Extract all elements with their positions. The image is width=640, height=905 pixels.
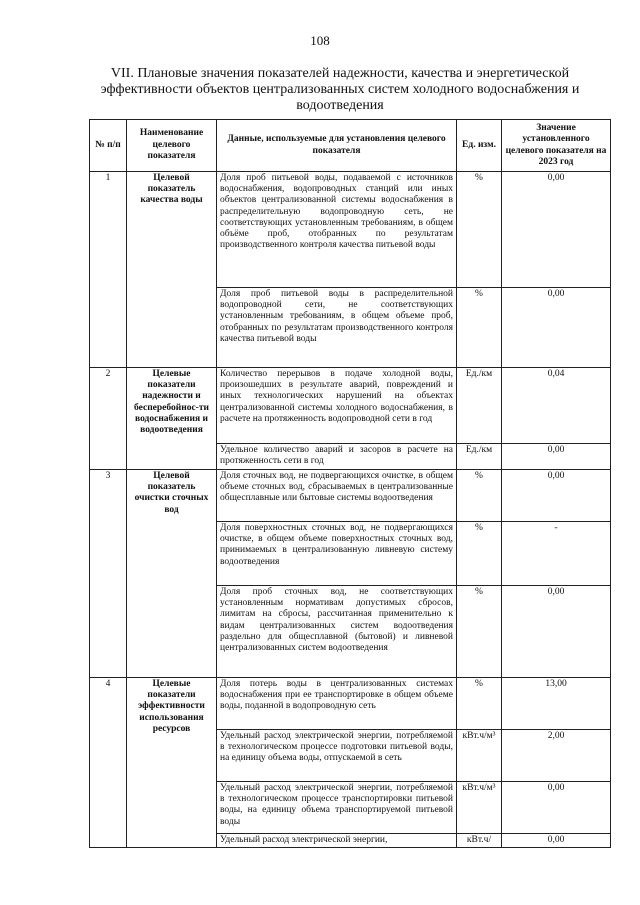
group-name: Целевые показатели надежности и бесперебойнос-ти водоснабжения и водоотведения — [127, 368, 217, 470]
indicator-value: 2,00 — [502, 730, 611, 782]
indicator-value: 0,00 — [502, 586, 611, 678]
indicator-unit: кВт.ч/м³ — [457, 782, 502, 834]
group-num: 4 — [90, 678, 127, 848]
indicator-unit: кВт.ч/м³ — [457, 730, 502, 782]
indicator-unit: % — [457, 522, 502, 586]
indicator-value: - — [502, 522, 611, 586]
indicator-description: Доля проб сточных вод, не соответствующих установленным нормативам допустимых сбросов, лимитам на сбросы, рассчитанная применительно к видам централизованных систем водоотведения раздельно для общесплавной (бытовой) и ливневой централизованных систем водоотведения — [217, 586, 457, 678]
table-row — [90, 678, 611, 730]
table-row — [90, 172, 611, 288]
indicator-description: Количество перерывов в подаче холодной воды, произошедших в результате аварий, повреждений и иных технологических нарушений на объектах централизованной системы холодного водоснабжения, в расчете на протяженность водопроводной сети в год — [217, 368, 457, 444]
indicator-description: Удельное количество аварий и засоров в расчете на протяженность сети в год — [217, 444, 457, 470]
group-name: Целевой показатель очистки сточных вод — [127, 470, 217, 678]
table-row — [90, 368, 611, 444]
indicator-value: 0,00 — [502, 834, 611, 848]
indicator-description: Доля сточных вод, не подвергающихся очистке, в общем объеме сточных вод, сбрасываемых в централизованные общесплавные или бытовые системы водоотведения — [217, 470, 457, 522]
indicator-value: 0,00 — [502, 172, 611, 288]
header-unit: Ед. изм. — [457, 120, 502, 172]
group-num: 2 — [90, 368, 127, 470]
indicator-value: 0,00 — [502, 470, 611, 522]
header-data: Данные, используемые для установления целевого показателя — [217, 120, 457, 172]
indicator-unit: % — [457, 172, 502, 288]
indicator-unit: % — [457, 470, 502, 522]
indicator-unit: % — [457, 678, 502, 730]
indicator-unit: % — [457, 586, 502, 678]
indicator-description: Удельный расход электрической энергии, потребляемой в технологическом процессе транспортировки питьевой воды, на единицу объема транспортируемой питьевой воды — [217, 782, 457, 834]
indicator-description: Удельный расход электрической энергии, — [217, 834, 457, 848]
header-name: Наименование целевого показателя — [127, 120, 217, 172]
header-value: Значение установленного целевого показателя на 2023 год — [502, 120, 611, 172]
indicator-unit: кВт.ч/ — [457, 834, 502, 848]
indicator-value: 0,00 — [502, 288, 611, 368]
indicator-value: 0,00 — [502, 444, 611, 470]
indicators-table — [89, 119, 611, 848]
section-title: VII. Плановые значения показателей надежности, качества и энергетической эффективности объектов централизованных систем холодного водоснабжения и водоотведения — [100, 66, 580, 113]
header-num: № п/п — [90, 120, 127, 172]
indicator-value: 13,00 — [502, 678, 611, 730]
group-num: 3 — [90, 470, 127, 678]
indicator-unit: Ед./км — [457, 444, 502, 470]
table-row — [90, 470, 611, 522]
table-header-row — [90, 120, 611, 172]
group-name: Целевой показатель качества воды — [127, 172, 217, 368]
indicator-value: 0,04 — [502, 368, 611, 444]
page-number: 108 — [310, 33, 330, 48]
group-num: 1 — [90, 172, 127, 368]
indicator-description: Удельный расход электрической энергии, потребляемой в технологическом процессе подготовки питьевой воды, на единицу объема воды, отпускаемой в сеть — [217, 730, 457, 782]
indicator-value: 0,00 — [502, 782, 611, 834]
indicator-description: Доля поверхностных сточных вод, не подвергающихся очистке, в общем объеме поверхностных сточных вод, принимаемых в централизованную ливневую систему водоотведения — [217, 522, 457, 586]
indicator-description: Доля проб питьевой воды в распределительной водопроводной сети, не соответствующих установленным требованиям, в общем объеме проб, отобранных по результатам производственного контроля качества питьевой воды — [217, 288, 457, 368]
indicator-unit: % — [457, 288, 502, 368]
group-name: Целевые показатели эффективности использования ресурсов — [127, 678, 217, 848]
indicator-description: Доля потерь воды в централизованных системах водоснабжения при ее транспортировке в общем объеме воды, поданной в водопроводную сеть — [217, 678, 457, 730]
indicator-unit: Ед./км — [457, 368, 502, 444]
indicator-description: Доля проб питьевой воды, подаваемой с источников водоснабжения, водопроводных станций или иных объектов централизованной системы водоснабжения в распределительную водопроводную сеть, не соответствующих установленным требованиям, в общем объёме проб, отобранных по результатам производственного контроля качества питьевой воды — [217, 172, 457, 288]
